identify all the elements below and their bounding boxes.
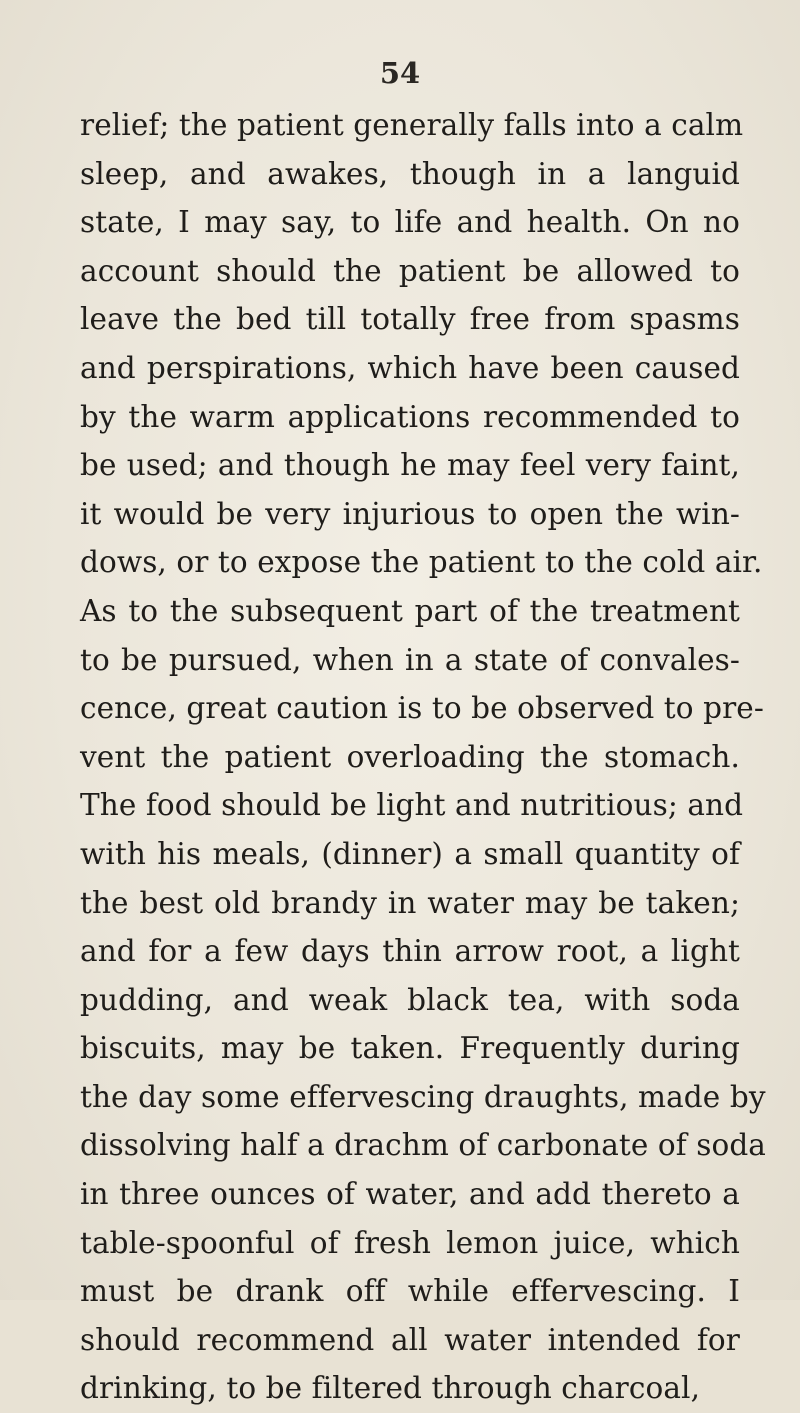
page-number: 54 xyxy=(379,56,421,90)
text-line: As to the subsequent part of the treatment xyxy=(80,593,740,628)
body-text xyxy=(80,101,766,1413)
text-line: in three ounces of water, and add thereto a xyxy=(80,1177,740,1212)
text-line: the day some effervescing draughts, made by xyxy=(80,1079,766,1114)
text-line: the best old brandy in water may be taken; xyxy=(80,885,740,920)
text-line: vent the patient overloading the stomach. xyxy=(80,739,740,774)
text-line: with his meals, (dinner) a small quantity of xyxy=(80,836,740,871)
text-line: sleep, and awakes, though in a languid xyxy=(80,156,740,191)
text-line: cence, great caution is to be observed to pre- xyxy=(80,691,764,726)
text-line: by the warm applications recommended to xyxy=(80,399,740,434)
text-line: must be drank off while effervescing. I xyxy=(80,1274,740,1309)
text-line: pudding, and weak black tea, with soda xyxy=(80,982,740,1017)
text-line: and perspirations, which have been caused xyxy=(80,350,740,385)
text-line: dows, or to expose the patient to the cold air. xyxy=(80,545,763,580)
text-line: The food should be light and nutritious; and xyxy=(80,788,744,823)
text-line: state, I may say, to life and health. On no xyxy=(80,205,740,240)
text-line: leave the bed till totally free from spasms xyxy=(80,302,740,337)
text-line: it would be very injurious to open the win- xyxy=(80,496,740,531)
text-line: relief; the patient generally falls into a calm xyxy=(80,108,744,142)
text-line: to be pursued, when in a state of convales- xyxy=(80,642,740,677)
text-line: and for a few days thin arrow root, a light xyxy=(80,934,740,969)
text-line: dissolving half a drachm of carbonate of soda xyxy=(80,1128,766,1163)
text-line: account should the patient be allowed to xyxy=(80,253,740,288)
text-line: biscuits, may be taken. Frequently during xyxy=(80,1031,740,1066)
text-line: drinking, to be filtered through charcoal, xyxy=(80,1371,701,1406)
text-line: be used; and though he may feel very faint, xyxy=(80,448,740,483)
text-line: table-spoonful of fresh lemon juice, which xyxy=(80,1225,740,1260)
text-line: should recommend all water intended for xyxy=(80,1322,740,1357)
